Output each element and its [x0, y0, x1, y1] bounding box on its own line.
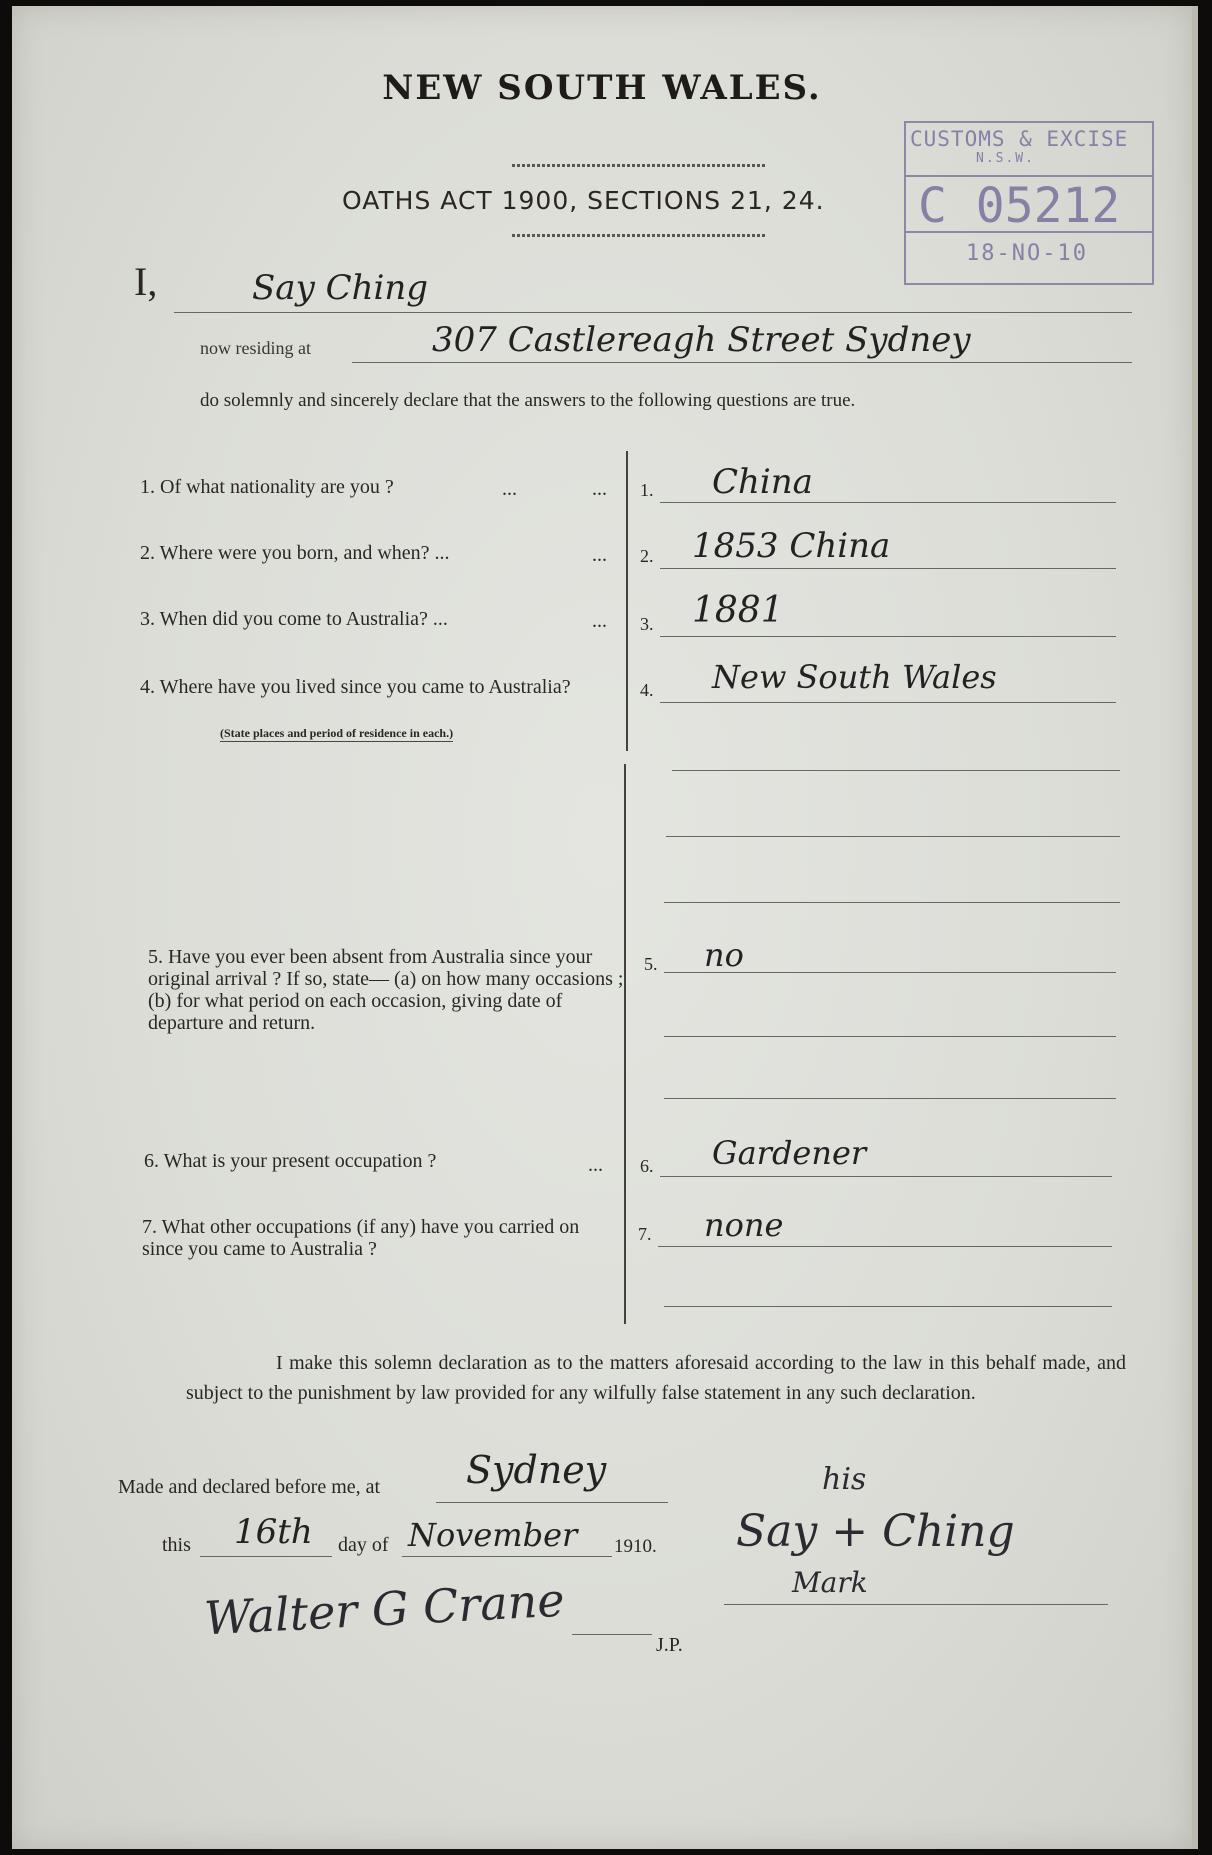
- address-line: [352, 362, 1132, 363]
- question-text: Where have you lived since you came to Australia?: [159, 676, 571, 698]
- answer-number: 6.: [640, 1156, 654, 1176]
- answer-line: [666, 836, 1120, 837]
- question-text: What other occupations (if any) have you carried on since you came to Australia ?: [142, 1216, 580, 1260]
- answer-number: 3.: [640, 614, 654, 634]
- question-text: Where were you born, and when? ...: [159, 542, 450, 564]
- column-divider: [626, 451, 628, 751]
- day-of-label: day of: [338, 1534, 389, 1556]
- question-7: [142, 1216, 616, 1260]
- mark-label: Mark: [792, 1566, 868, 1599]
- question-4-note: (State places and period of residence in each.): [220, 726, 454, 740]
- question-number: 1.: [140, 476, 155, 498]
- question-text: Have you ever been absent from Australia since your original arrival ? If so, state— (a) on how many occasions ; (b) for what period on each occasion, giving date of departure and return.: [148, 946, 624, 1034]
- question-text: When did you come to Australia? ...: [159, 608, 448, 630]
- declarant-address: 307 Castlereagh Street Sydney: [432, 320, 971, 360]
- question-3: [140, 608, 448, 630]
- answer-number: 5.: [644, 954, 658, 974]
- question-number: 2.: [140, 542, 155, 564]
- question-number: 7.: [142, 1216, 157, 1238]
- jp-label: J.P.: [656, 1634, 683, 1656]
- answer-line: [660, 568, 1116, 569]
- stamp-divider: [906, 175, 1152, 177]
- answer-number: 7.: [638, 1224, 652, 1244]
- made-declared-label: Made and declared before me, at: [118, 1476, 381, 1498]
- name-line: [174, 312, 1132, 313]
- declaration-statement: do solemnly and sincerely declare that the answers to the following questions are true.: [200, 390, 856, 411]
- answer-line: [672, 770, 1120, 771]
- question-text: Of what nationality are you ?: [160, 476, 394, 498]
- this-label: this: [162, 1534, 191, 1556]
- question-2: [140, 542, 450, 564]
- question-6: [144, 1150, 436, 1172]
- answer-1: China: [712, 462, 813, 502]
- answer-number: 4.: [640, 680, 654, 700]
- answer-2: 1853 China: [692, 526, 891, 566]
- mark-his-label: his: [822, 1462, 867, 1497]
- answer-line: [664, 1036, 1116, 1037]
- customs-stamp: [904, 121, 1154, 285]
- leader-dots: ...: [588, 1154, 603, 1176]
- question-1: [140, 476, 394, 498]
- column-divider: [624, 764, 626, 1324]
- answer-line: [660, 702, 1116, 703]
- jp-line: [572, 1634, 652, 1635]
- answer-line: [660, 636, 1116, 637]
- answer-3: 1881: [692, 590, 784, 631]
- answer-7: none: [704, 1206, 784, 1244]
- question-text: What is your present occupation ?: [163, 1150, 437, 1172]
- question-5: [148, 946, 624, 1034]
- answer-4: New South Wales: [712, 658, 997, 696]
- month-value: November: [408, 1516, 578, 1554]
- title-ornament: [512, 164, 767, 167]
- place-line: [436, 1502, 668, 1503]
- answer-line: [660, 1176, 1112, 1177]
- leader-dots: ...: [502, 478, 517, 500]
- declarant-prefix: I,: [134, 259, 158, 304]
- document-subtitle: OATHS ACT 1900, SECTIONS 21, 24.: [342, 186, 825, 215]
- stamp-number: C 05212: [918, 178, 1121, 234]
- stamp-line2: N.S.W.: [976, 151, 1035, 166]
- answer-number: 2.: [640, 546, 654, 566]
- subtitle-ornament: [512, 234, 767, 237]
- mark-signature: Say + Ching: [736, 1506, 1015, 1557]
- place-value: Sydney: [466, 1448, 607, 1492]
- month-line: [402, 1556, 612, 1557]
- leader-dots: ...: [592, 610, 607, 632]
- document-page: [12, 6, 1198, 1849]
- mark-line: [724, 1604, 1108, 1605]
- jp-signature: Walter G Crane: [202, 1572, 566, 1646]
- answer-5: no: [704, 936, 744, 974]
- declarant-name: Say Ching: [252, 268, 429, 308]
- question-4: [140, 676, 616, 698]
- leader-dots: ...: [592, 478, 607, 500]
- answer-line: [664, 1306, 1112, 1307]
- question-number: 6.: [144, 1150, 159, 1172]
- answer-line: [664, 902, 1120, 903]
- day-value: 16th: [234, 1512, 313, 1552]
- stamp-line1: CUSTOMS & EXCISE: [910, 127, 1129, 151]
- document-title: NEW SOUTH WALES.: [382, 68, 822, 108]
- residing-label: now residing at: [200, 338, 311, 358]
- answer-number: 1.: [640, 480, 654, 500]
- question-number: 5.: [148, 946, 163, 968]
- solemn-declaration: I make this solemn declaration as to the matters aforesaid according to the law in this behalf made, and subject to the punishment by law provided for any wilfully false statement in any such declaration.: [186, 1352, 1126, 1404]
- answer-line: [660, 502, 1116, 503]
- answer-6: Gardener: [712, 1134, 867, 1172]
- answer-line: [658, 1246, 1112, 1247]
- stamp-divider: [906, 231, 1152, 233]
- answer-line: [664, 1098, 1116, 1099]
- leader-dots: ...: [592, 544, 607, 566]
- year-value: 1910.: [614, 1536, 657, 1557]
- question-number: 4.: [140, 676, 155, 698]
- question-number: 3.: [140, 608, 155, 630]
- day-line: [200, 1556, 332, 1557]
- stamp-date: 18-NO-10: [966, 241, 1088, 266]
